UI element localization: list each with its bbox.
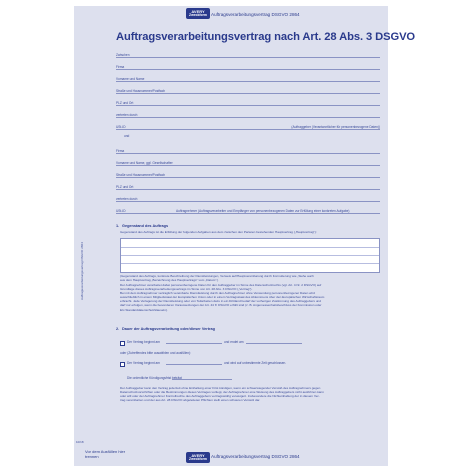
section2-title: Dauer der Auftragsverarbeitung oder/dieser Vertrag [122, 327, 215, 331]
section1-intro: Gegenstand des Auftrags ist die Erfüllung der folgenden Aufgaben aus dem zwischen den Parteien bestehenden Hauptvertrag („Hauptvertrag"): [120, 230, 317, 234]
opt2-start-label: Der Vertrag beginnt am [127, 361, 160, 365]
avery-logo-top: AVERY Zweckform [186, 8, 210, 19]
section2-number: 2. [116, 327, 120, 331]
or-label: oder (Zutreffendes bitte auswählen und ausfüllen): [120, 351, 191, 355]
party2-city-field[interactable]: PLZ und Ort [116, 182, 380, 190]
party1-ustid-field[interactable]: USt-ID (Auftraggeber (Verantwortlicher für personenbezogene Daten)) [116, 122, 380, 130]
opt1-start-date-input[interactable] [166, 339, 222, 344]
option-indefinite-checkbox[interactable] [120, 362, 125, 367]
party1-city-field[interactable]: PLZ und Ort [116, 98, 380, 106]
opt1-end-date-input[interactable] [246, 339, 302, 344]
party1-name-field[interactable]: Vorname und Name [116, 74, 380, 82]
party1-company-field[interactable]: Firma [116, 62, 380, 70]
section1-body: Der Auftragnehmer verarbeitet dabei personenbezogene Daten für den Auftraggeber im Sinne des Datenschutzrechts (vgl. Art. 4 Nr. 2 DSGVO) auf Grundlage dieses Auftragsverarbeitungsvertrags im Sinne von Art. 28 Abs. 3 DSGVO („Vertrag"). Bei mit dem Auftragnehmer vertraglich vereinbarte Dienstleistung durch den Auftragnehmer ohne Verwendung personenbezogener Daten wird ausschließlich in einem Mitgliedsstaat der Europäischen Union oder in einem Vertragsstaat des Abkommens über den Europäischen Wirtschaftsraum erbracht. Jede Verlagerung der Dienstleistung oder von Teilarbeiten dazu in ein Drittland bedarf der vorherigen Zustimmung des Auftraggebers und darf nur erfolgen, wenn die besonderen Voraussetzungen der Art. 44 ff. DSGVO erfüllt sind (z. B. Angemessenheitsbeschluss der Kommission oder EU-Standarddatenschutzklauseln). [120, 283, 325, 312]
party2-company-field[interactable]: Firma [116, 146, 380, 154]
und-label: und [124, 134, 130, 138]
form-code-bottom: Auftragsverarbeitungsvertrag DSGVO 2864 [211, 454, 300, 459]
opt1-end-label: und endet am [224, 340, 244, 344]
notice-period-label: Die ordentliche Kündigungsfrist beträgt [127, 376, 182, 380]
party2-ustid-field[interactable]: USt-ID Auftragnehmer (Auftragsverarbeiter und Empfänger von personenbezogenen Daten zur Erfüllung einer konkreten Aufgabe) [116, 206, 380, 214]
party2-represented-field[interactable]: vertreten durch [116, 194, 380, 202]
opt1-start-label: Der Vertrag beginnt am [127, 340, 160, 344]
corner-code: 10/18 [76, 440, 84, 444]
avery-logo-bottom: AVERY Zweckform [186, 452, 210, 463]
opt2-start-date-input[interactable] [166, 360, 222, 365]
section1-note: (Gegenstand des Auftrags, konkrete Beschreibung der Dienstleistungen, Verweis auf/Hauptvereinbarung durch Formulierung wie „Siehe auch aus dem Hauptvertrag „Bezeichnung des Hauptvertrags" vom „Datum".) [120, 274, 314, 283]
section1-textbox[interactable] [120, 238, 380, 273]
party2-street-field[interactable]: Straße und Hausnummer/Postfach [116, 170, 380, 178]
party2-name-field[interactable]: Vorname und Name, ggf. Gesellschafter [116, 158, 380, 166]
opt2-indefinite-label: und wird auf unbestimmte Zeit geschlossen. [224, 361, 287, 365]
option-fixed-term-checkbox[interactable] [120, 341, 125, 346]
form-code-top: Auftragsverarbeitungsvertrag DSGVO 2864 [211, 12, 300, 17]
page-title: Auftragsverarbeitungsvertrag nach Art. 28 Abs. 3 DSGVO [116, 31, 416, 43]
party1-represented-field[interactable]: vertreten durch [116, 110, 380, 118]
party1-between-field[interactable]: Zwischen [116, 50, 380, 58]
notice-period-input[interactable] [172, 375, 232, 380]
side-label: Auftragsverarbeitungsvertrag DSGVO 2864 [80, 242, 84, 300]
tear-off-note: Vor dem Ausfüllen hier trennen [85, 449, 126, 459]
section2-body: Der Auftraggeber kann den Vertrag jederzeit ohne Einhaltung einer Frist kündigen, wenn ein schwerwiegender Verstoß des Auftragnehmers gegen Datenschutzvorschriften oder die Bestimmungen dieses Vertrages vorliegt, der Auftragnehmer eine Weisung des Auftraggebers nicht ausführen kann oder will oder der Auftragnehmer Kontrollrechte des Auftraggebers vertragswidrig verweigert. Insbesondere die Nichteinhaltung der in diesem Ver- trag vereinbarten und der aus Art. 28 DSGVO abgeleiteten Pflichten stellt einen schweren Verstoß dar. [120, 386, 324, 403]
section1-title: Gegenstand des Auftrags [122, 224, 169, 228]
section1-number: 1. [116, 224, 120, 228]
party1-street-field[interactable]: Straße und Hausnummer/Postfach [116, 86, 380, 94]
